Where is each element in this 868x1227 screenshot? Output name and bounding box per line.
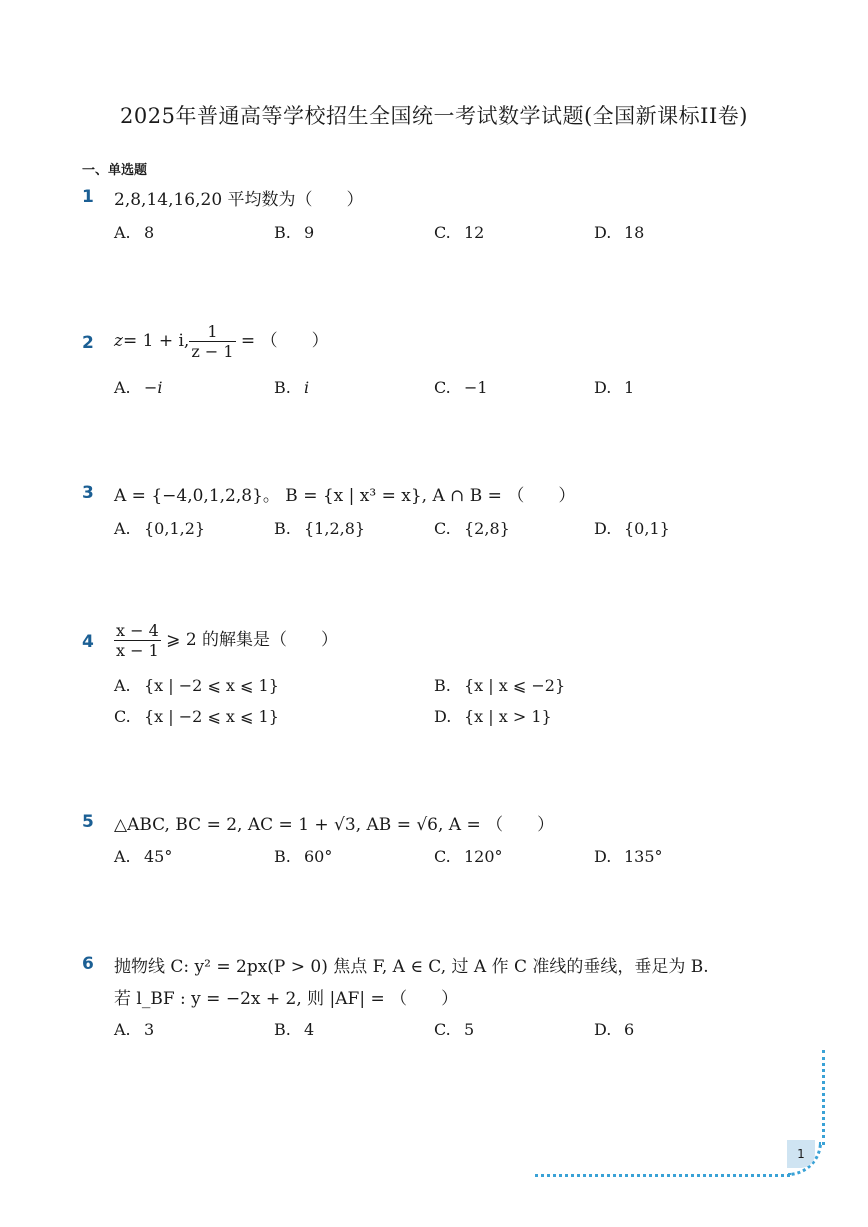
question-stem: △ABC, BC = 2, AC = 1 + √3, AB = √6, A = （ ） bbox=[114, 815, 555, 835]
option-c: C. −1 bbox=[434, 378, 488, 397]
question-number: 3 bbox=[82, 483, 94, 503]
option-a: A. 3 bbox=[114, 1020, 155, 1039]
option-a: A. {0,1,2} bbox=[114, 519, 206, 538]
option-d: D. {0,1} bbox=[594, 519, 670, 538]
option-c: C. {2,8} bbox=[434, 519, 510, 538]
option-b: B. 9 bbox=[274, 223, 315, 242]
option-b: B. 4 bbox=[274, 1020, 315, 1039]
option-b: B. 60° bbox=[274, 847, 333, 866]
decorative-dotted-line-vertical bbox=[822, 1050, 829, 1145]
option-a: A. {x | −2 ⩽ x ⩽ 1} bbox=[114, 676, 279, 695]
fraction: $\frac{x - 4}{x - 1}$ bbox=[116, 621, 159, 660]
option-c: C. 12 bbox=[434, 223, 485, 242]
option-d: D. 18 bbox=[594, 223, 645, 242]
page-title: 2025年普通高等学校招生全国统一考试数学试题(全国新课标II卷) bbox=[120, 104, 748, 128]
question-number: 4 bbox=[82, 632, 94, 652]
fraction: $\frac{1}{z - 1}$ bbox=[191, 322, 234, 361]
question-stem-line-2: 若 l_BF : y = −2x + 2, 则 |AF| = （ ） bbox=[114, 989, 459, 1009]
question-stem: 2,8,14,16,20 平均数为（ ） bbox=[114, 190, 364, 210]
question-number: 1 bbox=[82, 187, 94, 207]
option-a: A. 8 bbox=[114, 223, 155, 242]
question-stem: A = {−4,0,1,2,8}。 B = {x | x³ = x}, A ∩ B = （ ） bbox=[114, 486, 576, 506]
option-a: A. 45° bbox=[114, 847, 173, 866]
question-number: 2 bbox=[82, 333, 94, 353]
option-d: D. 135° bbox=[594, 847, 663, 866]
question-number: 5 bbox=[82, 812, 94, 832]
option-a: A. −i bbox=[114, 378, 163, 397]
section-heading: 一、单选题 bbox=[82, 163, 148, 178]
question-stem: $\frac{x - 4}{x - 1}$ ⩾ 2 的解集是（ ） bbox=[116, 621, 339, 660]
option-d: D. {x | x > 1} bbox=[434, 707, 552, 726]
option-d: D. 6 bbox=[594, 1020, 635, 1039]
question-number: 6 bbox=[82, 954, 94, 974]
decorative-dotted-line-horizontal bbox=[535, 1174, 790, 1181]
option-c: C. 5 bbox=[434, 1020, 475, 1039]
question-stem: z= 1 + i, $\frac{1}{z - 1}$ = （ ） bbox=[114, 322, 329, 361]
question-stem-line-1: 抛物线 C: y² = 2px(P > 0) 焦点 F, A ∈ C, 过 A 作 C 准线的垂线，垂足为 B. bbox=[114, 957, 709, 977]
option-d: D. 1 bbox=[594, 378, 635, 397]
option-b: B. {x | x ⩽ −2} bbox=[434, 676, 566, 695]
option-c: C. {x | −2 ⩽ x ⩽ 1} bbox=[114, 707, 279, 726]
option-b: B. i bbox=[274, 378, 310, 397]
option-c: C. 120° bbox=[434, 847, 503, 866]
option-b: B. {1,2,8} bbox=[274, 519, 366, 538]
page-number: 1 bbox=[787, 1140, 815, 1168]
